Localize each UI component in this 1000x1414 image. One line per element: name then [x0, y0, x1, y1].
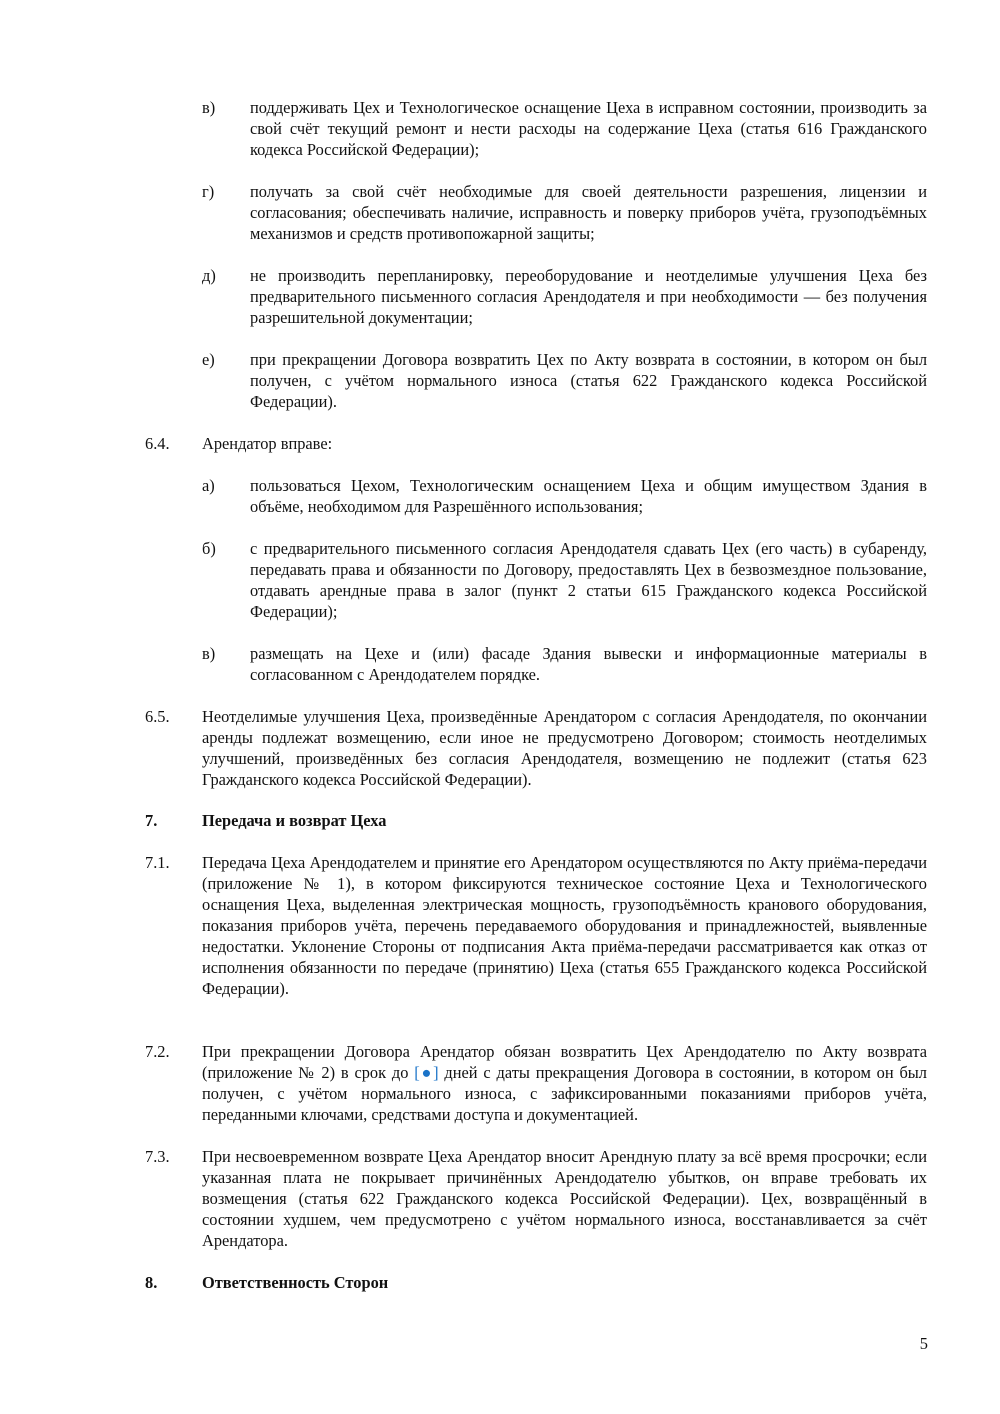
list-item-text: при прекращении Договора возвратить Цех по Акту возврата в состоянии, в котором он был получен, с учётом нормального износа (статья 622 Гражданского кодекса Российской Федерации). [250, 350, 927, 411]
list-item-text: получать за свой счёт необходимые для своей деятельности разрешения, лицензии и согласования; обеспечивать наличие, исправность и поверку приборов учёта, грузоподъёмных механизмов и средств противопожарной защиты; [250, 182, 927, 243]
list-item-label: в) [202, 98, 216, 117]
clause-text: Передача Цеха Арендодателем и принятие его Арендатором осуществляются по Акту приёма-передачи (приложение № 1), в котором фиксируются техническое состояние Цеха и Технологического оснащения Цеха, выделенная электрическая мощность, грузоподъёмность кранового оборудования, показания приборов учёта, перечень передаваемого оборудования и принадлежностей, выявленные недостатки. Уклонение Стороны от подписания Акта приёма-передачи рассматривается как отказ от исполнения обязанности по передаче (принятию) Цеха (статья 655 Гражданского кодекса Российской Федерации). [202, 853, 927, 998]
list-item-text: не производить перепланировку, переоборудование и неотделимые улучшения Цеха без предварительного письменного согласия Арендодателя и при необходимости — без получения разрешительной документации; [250, 266, 927, 327]
list-item-text: размещать на Цехе и (или) фасаде Здания вывески и информационные материалы в согласованном с Арендодателем порядке. [250, 644, 927, 684]
list-item-label: д) [202, 266, 216, 285]
list-item-label: е) [202, 350, 215, 369]
list-item-label: г) [202, 182, 215, 201]
clause-text [202, 1041, 927, 1125]
clause-number: 7.1. [145, 853, 170, 872]
section-number: 7. [145, 811, 158, 830]
list-item-label: в) [202, 644, 216, 663]
clause-number: 6.4. [145, 434, 170, 453]
placeholder-field: [●] [414, 1063, 439, 1082]
list-item-text: поддерживать Цех и Технологическое оснащение Цеха в исправном состоянии, производить за свой счёт текущий ремонт и нести расходы на содержание Цеха (статья 616 Гражданского кодекса Российской Федерации); [250, 98, 927, 159]
clause-text: Арендатор вправе: [202, 434, 333, 453]
section-number: 8. [145, 1273, 158, 1292]
clause-number: 7.2. [145, 1042, 170, 1061]
clause-text: При несвоевременном возврате Цеха Арендатор вносит Арендную плату за всё время просрочки; если указанная плата не покрывает причинённых Арендодателю убытков, он вправе требовать их возмещения (статья 622 Гражданского кодекса Российской Федерации). Цех, возвращённый в состоянии худшем, чем предусмотрено с учётом нормального износа, восстанавливается за счёт Арендатора. [202, 1147, 927, 1250]
list-item-label: б) [202, 539, 216, 558]
list-item-text: пользоваться Цехом, Технологическим оснащением Цеха и общим имуществом Здания в объёме, необходимом для Разрешённого использования; [250, 476, 927, 516]
page-number: 5 [919, 1334, 928, 1353]
section-heading: Передача и возврат Цеха [202, 811, 387, 830]
section-heading: Ответственность Сторон [202, 1273, 389, 1292]
clause-number: 7.3. [145, 1147, 170, 1166]
clause-text-part: При прекращении Договора Арендатор обязан возвратить Цех Арендодателю по Акту возврата (приложение № 2) в срок до [202, 1042, 927, 1082]
list-item-text: с предварительного письменного согласия Арендодателя сдавать Цех (его часть) в субаренду, передавать права и обязанности по Договору, предоставлять Цех в безвозмездное пользование, отдавать арендные права в залог (пункт 2 статьи 615 Гражданского кодекса Российской Федерации); [250, 539, 927, 621]
clause-number: 6.5. [145, 707, 170, 726]
clause-text-part: дней с даты прекращения Договора в состоянии, в котором он был получен, с учётом нормального износа, с зафиксированными показаниями приборов учёта, переданными ключами, средствами доступа и документацией. [202, 1063, 927, 1124]
clause-text: Неотделимые улучшения Цеха, произведённые Арендатором с согласия Арендодателя, по окончании аренды подлежат возмещению, если иное не предусмотрено Договором; стоимость неотделимых улучшений, произведённых без согласия Арендодателя, возмещению не подлежит (статья 623 Гражданского кодекса Российской Федерации). [202, 707, 927, 789]
list-item-label: а) [202, 476, 215, 495]
